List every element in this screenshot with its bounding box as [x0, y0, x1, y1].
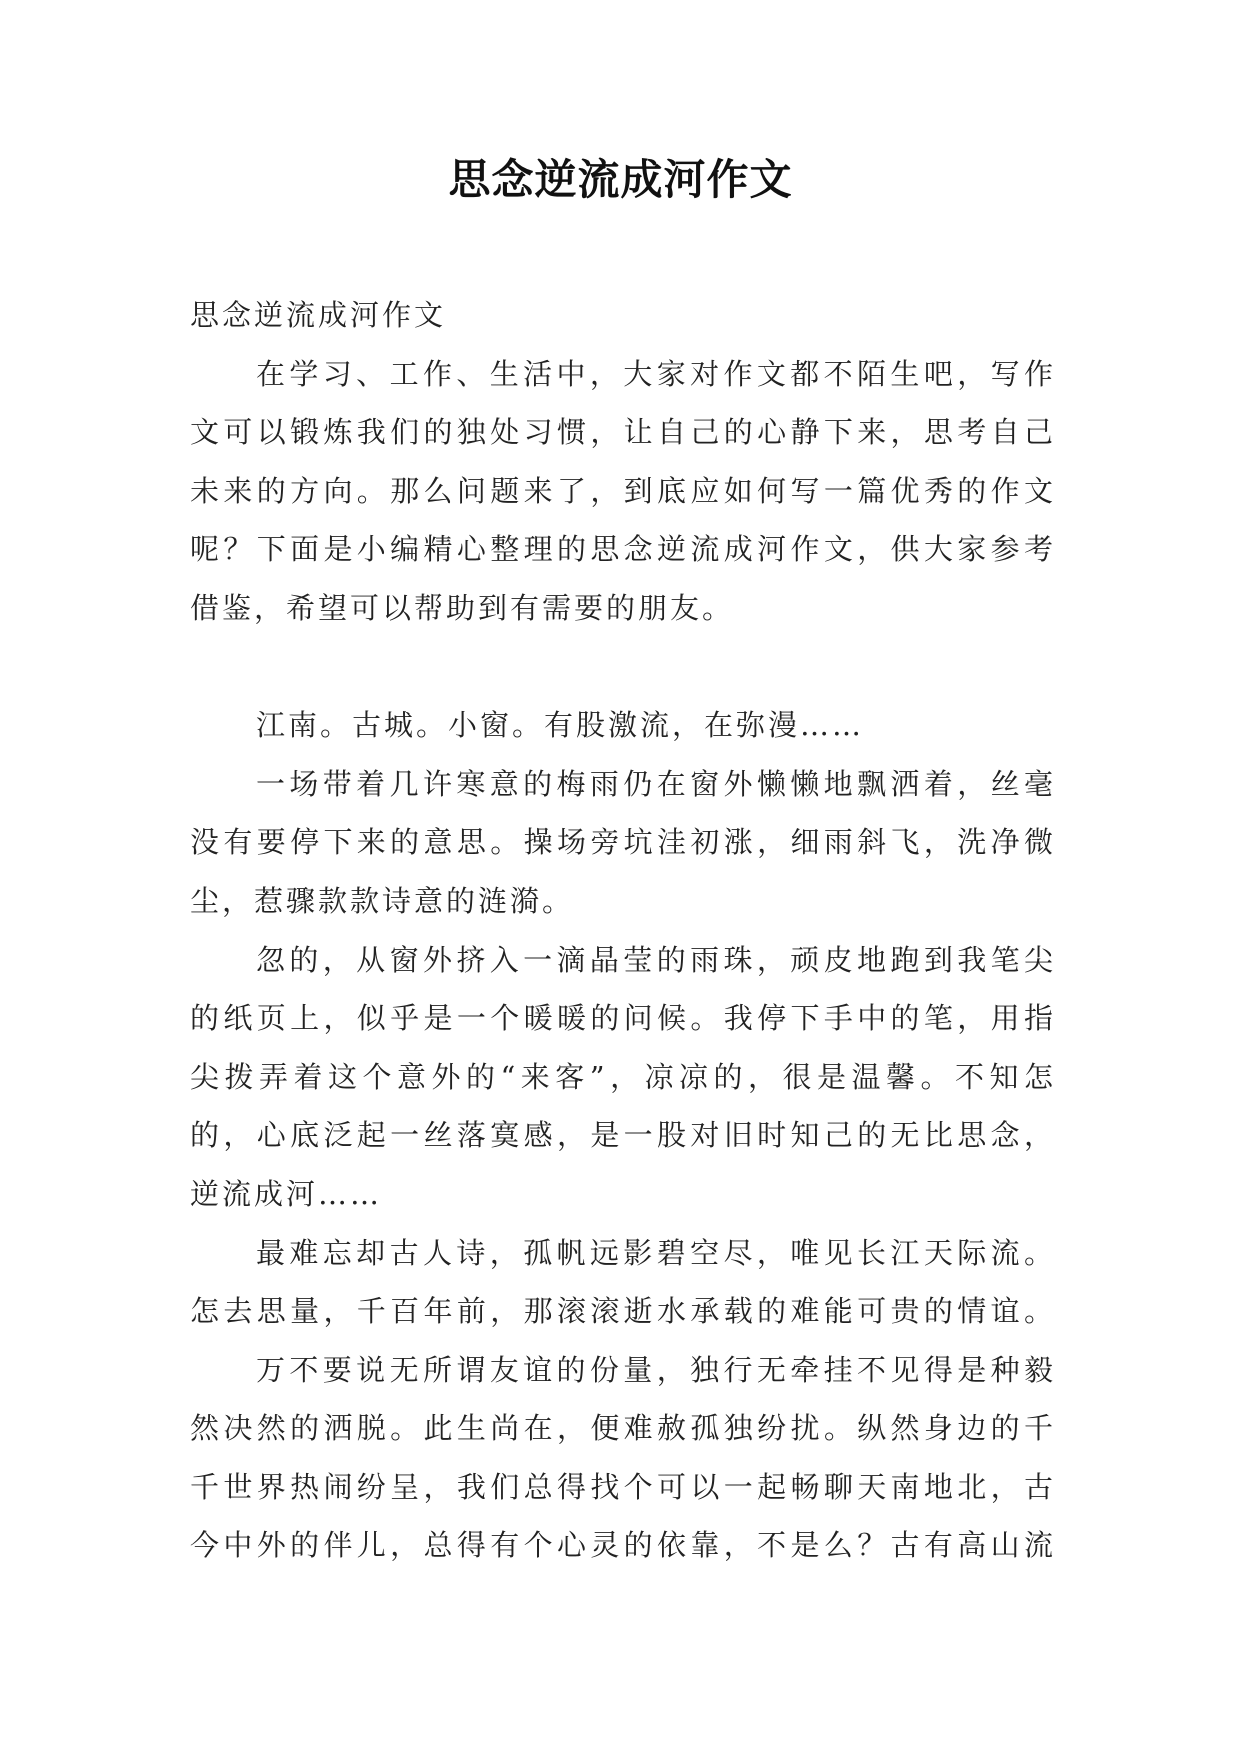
paragraph-line: 文可以锻炼我们的独处习惯，让自己的心静下来，思考自己 [190, 415, 1056, 450]
paragraph-line: 的纸页上，似乎是一个暖暖的问候。我停下手中的笔，用指 [190, 1001, 1056, 1036]
paragraph-line: 没有要停下来的意思。操场旁坑洼初涨，细雨斜飞，洗净微 [190, 825, 1056, 860]
paragraph-line: 尖拨弄着这个意外的“来客”，凉凉的，很是温馨。不知怎 [190, 1059, 1056, 1094]
paragraph-line: 万不要说无所谓友谊的份量，独行无牵挂不见得是种毅 [256, 1352, 1056, 1387]
paragraph-line: 借鉴，希望可以帮助到有需要的朋友。 [190, 590, 735, 625]
paragraph-line: 尘，惹骤款款诗意的涟漪。 [190, 883, 575, 918]
paragraph-line: 然决然的洒脱。此生尚在，便难赦孤独纷扰。纵然身边的千 [190, 1411, 1056, 1446]
paragraph-poem [190, 1224, 1056, 1341]
document-subtitle: 思念逆流成河作文 [190, 298, 447, 332]
paragraph-line: 忽的，从窗外挤入一滴晶莹的雨珠，顽皮地跑到我笔尖 [256, 942, 1056, 977]
paragraph-line: 江南。古城。小窗。有股激流，在弥漫…… [256, 708, 865, 743]
paragraph-line: 一场带着几许寒意的梅雨仍在窗外懒懒地飘洒着，丝毫 [256, 766, 1056, 801]
paragraph-line: 逆流成河…… [190, 1176, 383, 1211]
paragraph-line: 最难忘却古人诗，孤帆远影碧空尽，唯见长江天际流。 [256, 1235, 1056, 1270]
paragraph-intro [190, 345, 1056, 638]
paragraph-line: 未来的方向。那么问题来了，到底应如何写一篇优秀的作文 [190, 473, 1056, 508]
document-title: 思念逆流成河作文 [448, 155, 793, 204]
paragraph-line: 怎去思量，千百年前，那滚滚逝水承载的难能可贵的情谊。 [190, 1294, 1056, 1329]
paragraph-line: 呢？下面是小编精心整理的思念逆流成河作文，供大家参考 [190, 532, 1056, 567]
paragraph-line: 的，心底泛起一丝落寞感，是一股对旧时知己的无比思念， [190, 1118, 1056, 1153]
paragraph-friendship [190, 1341, 1056, 1575]
paragraph-jiangnan [190, 696, 1056, 755]
blank-line [190, 638, 1056, 697]
paragraph-raindrop [190, 931, 1056, 1224]
paragraph-line: 在学习、工作、生活中，大家对作文都不陌生吧，写作 [256, 356, 1056, 391]
document-body [190, 286, 1056, 1575]
paragraph-plum-rain [190, 755, 1056, 931]
paragraph-line: 千世界热闹纷呈，我们总得找个可以一起畅聊天南地北，古 [190, 1469, 1056, 1504]
paragraph-line: 今中外的伴儿，总得有个心灵的依靠，不是么？古有高山流 [190, 1528, 1056, 1563]
